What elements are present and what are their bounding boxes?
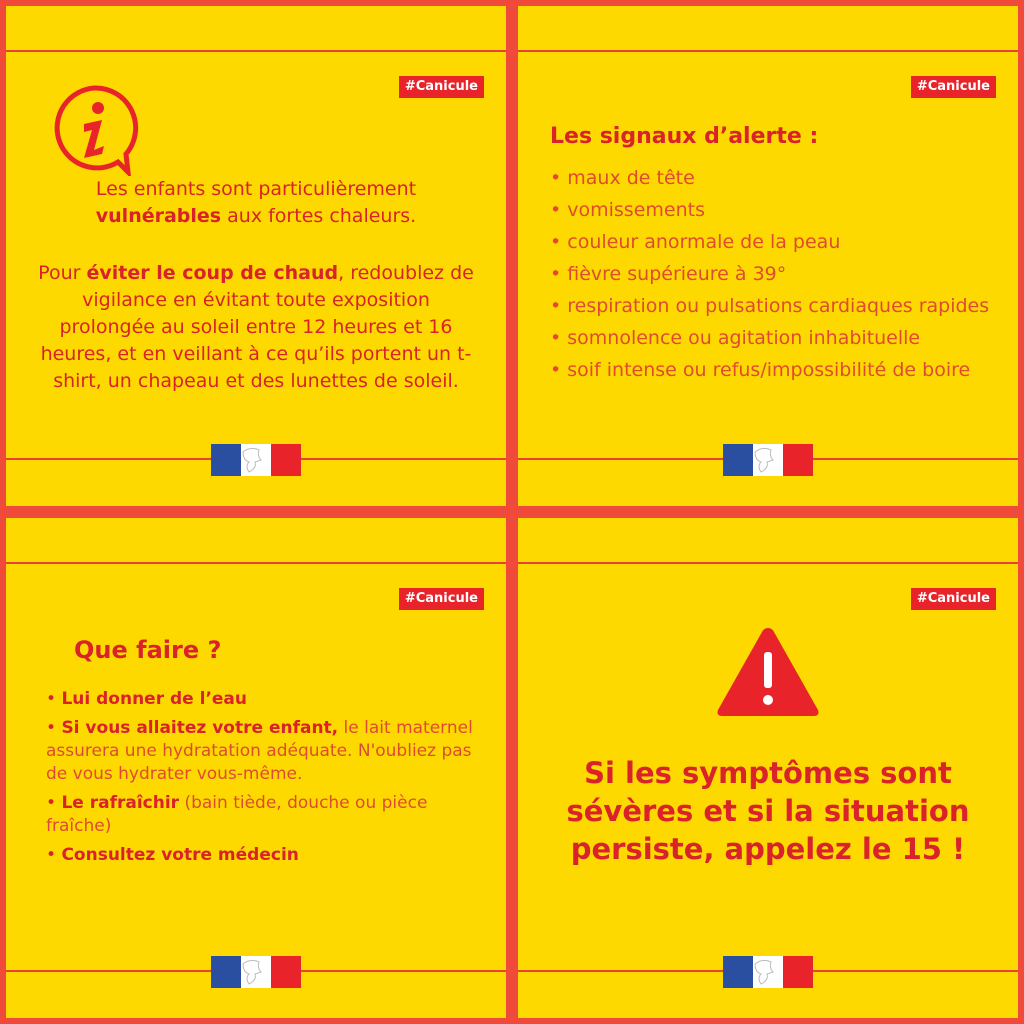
top-divider bbox=[6, 562, 506, 564]
heatstroke-emphasis: éviter le coup de chaud bbox=[86, 262, 339, 284]
actions-list bbox=[46, 688, 486, 873]
list-item: • couleur anormale de la peau bbox=[550, 228, 990, 256]
french-republic-logo bbox=[211, 956, 301, 988]
list-item: • fièvre supérieure à 39° bbox=[550, 260, 990, 288]
french-republic-logo bbox=[211, 444, 301, 476]
hashtag-badge: #Canicule bbox=[911, 76, 996, 98]
hashtag-badge: #Canicule bbox=[399, 76, 484, 98]
hashtag-badge: #Canicule bbox=[911, 588, 996, 610]
warning-icon bbox=[714, 624, 822, 720]
top-divider bbox=[518, 50, 1018, 52]
list-item: • Le rafraîchir (bain tiède, douche ou pièce fraîche) bbox=[46, 792, 486, 838]
vulnerable-emphasis: vulnérables bbox=[95, 205, 222, 227]
panel-what-to-do bbox=[6, 518, 506, 1018]
panel-title: Que faire ? bbox=[74, 636, 222, 664]
panel-children-vulnerable bbox=[6, 6, 506, 506]
list-item: • soif intense ou refus/impossibilité de boire bbox=[550, 356, 990, 384]
list-item: • Si vous allaitez votre enfant, le lait maternel assurera une hydratation adéquate. N'oubliez pas de vous hydrater vous-même. bbox=[46, 717, 486, 786]
emergency-message: Si les symptômes sont sévères et si la situation persiste, appelez le 15 ! bbox=[566, 756, 970, 866]
list-item: • vomissements bbox=[550, 196, 990, 224]
hashtag-badge: #Canicule bbox=[399, 588, 484, 610]
panel-warning-signs bbox=[518, 6, 1018, 506]
info-icon bbox=[48, 84, 140, 176]
list-item: • Lui donner de l’eau bbox=[46, 688, 486, 711]
list-item: • somnolence ou agitation inhabituelle bbox=[550, 324, 990, 352]
list-item: • maux de tête bbox=[550, 164, 990, 192]
advice-text: Pour éviter le coup de chaud, redoublez de vigilance en évitant toute exposition prolongée au soleil entre 12 heures et 16 heures, et en veillant à ce qu’ils portent un t-shirt, un chapeau et des lunettes de soleil. bbox=[38, 262, 474, 392]
french-republic-logo bbox=[723, 444, 813, 476]
panel-emergency bbox=[518, 518, 1018, 1018]
panel-title: Les signaux d’alerte : bbox=[550, 124, 819, 149]
intro-text: Les enfants sont particulièrement vulnérables aux fortes chaleurs. bbox=[95, 178, 417, 227]
list-item: • Consultez votre médecin bbox=[46, 844, 486, 867]
list-item: • respiration ou pulsations cardiaques rapides bbox=[550, 292, 990, 320]
french-republic-logo bbox=[723, 956, 813, 988]
top-divider bbox=[6, 50, 506, 52]
top-divider bbox=[518, 562, 1018, 564]
warning-signs-list bbox=[550, 164, 990, 388]
